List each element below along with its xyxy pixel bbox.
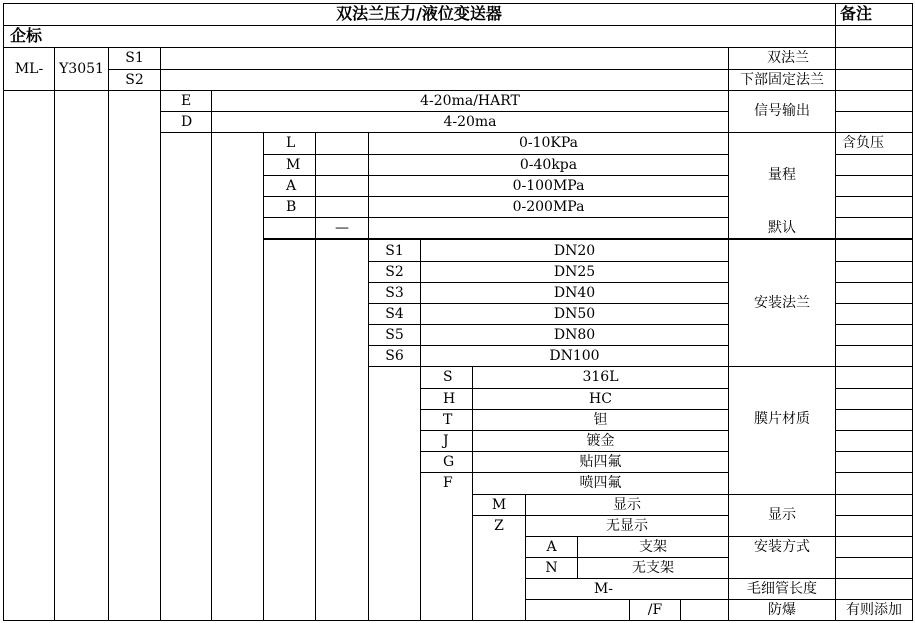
diaphragm-value: 贴四氟 bbox=[579, 453, 622, 470]
diaphragm-value: 316L bbox=[582, 369, 619, 385]
flange-code: S4 bbox=[385, 305, 404, 322]
flange-type-desc: 下部固定法兰 bbox=[740, 71, 824, 88]
mounting-value: 支架 bbox=[639, 538, 667, 555]
display-code: Z bbox=[494, 517, 504, 534]
range-code: L bbox=[286, 135, 296, 151]
diaphragm-code: H bbox=[443, 390, 456, 407]
flange-value: DN100 bbox=[549, 347, 600, 364]
diaphragm-code: T bbox=[443, 411, 453, 428]
grid-line bbox=[835, 196, 913, 197]
display-code: M bbox=[491, 496, 507, 513]
explosion-remark: 有则添加 bbox=[846, 601, 902, 618]
flange-code: S2 bbox=[385, 263, 404, 280]
grid-line bbox=[835, 409, 913, 410]
range-code: B bbox=[286, 198, 297, 215]
series-prefix: ML- bbox=[14, 60, 44, 77]
diaphragm-value: 镀金 bbox=[586, 432, 615, 449]
flange-value: DN20 bbox=[553, 242, 596, 259]
diaphragm-label: 膜片材质 bbox=[754, 411, 810, 427]
range-value: 0-100MPa bbox=[512, 177, 585, 194]
mounting-code: N bbox=[545, 559, 558, 576]
grid-line bbox=[835, 472, 913, 473]
grid-line bbox=[211, 90, 212, 621]
flange-code: S5 bbox=[385, 326, 404, 343]
grid-line bbox=[835, 154, 913, 155]
explosion-label: 防爆 bbox=[768, 601, 796, 618]
flange-code: S1 bbox=[385, 242, 404, 259]
flange-type-desc: 双法兰 bbox=[767, 50, 809, 66]
grid-line bbox=[54, 47, 55, 621]
flange-label: 安装法兰 bbox=[754, 295, 810, 311]
model-code: Y3051 bbox=[59, 60, 104, 77]
grid-line bbox=[835, 3, 836, 621]
diaphragm-code: F bbox=[443, 475, 453, 491]
flange-type-code: S1 bbox=[125, 50, 144, 66]
range-default-code: — bbox=[335, 219, 349, 236]
table-title: 双法兰压力/液位变送器 bbox=[336, 4, 502, 23]
display-label: 显示 bbox=[768, 507, 796, 523]
diaphragm-value: 钽 bbox=[593, 411, 608, 428]
flange-value: DN25 bbox=[553, 263, 596, 280]
signal-value: 4-20ma bbox=[443, 113, 497, 130]
range-remark: 含负压 bbox=[842, 135, 884, 151]
grid-line bbox=[835, 175, 913, 176]
grid-line bbox=[835, 324, 913, 325]
flange-type-code: S2 bbox=[125, 71, 144, 88]
signal-code: D bbox=[181, 113, 193, 130]
signal-value: 4-20ma/HART bbox=[420, 92, 520, 109]
display-value: 无显示 bbox=[606, 517, 648, 534]
diaphragm-code: J bbox=[443, 432, 449, 449]
flange-code: S3 bbox=[385, 284, 404, 301]
grid-line bbox=[835, 515, 913, 516]
mounting-label: 安装方式 bbox=[754, 538, 810, 555]
range-value: 0-200MPa bbox=[512, 198, 585, 215]
grid-line bbox=[835, 111, 913, 112]
remark-header: 备注 bbox=[840, 4, 873, 23]
signal-label: 信号输出 bbox=[754, 103, 810, 119]
grid-line bbox=[912, 3, 913, 621]
range-value: 0-40kpa bbox=[519, 156, 578, 173]
grid-line bbox=[108, 47, 109, 621]
range-default-label: 默认 bbox=[768, 219, 796, 236]
grid-line bbox=[3, 3, 4, 621]
grid-line bbox=[3, 620, 913, 621]
capillary-code: M- bbox=[593, 580, 614, 597]
grid-line bbox=[315, 132, 316, 621]
grid-line bbox=[680, 599, 681, 621]
range-code: A bbox=[286, 177, 297, 194]
grid-line bbox=[835, 303, 913, 304]
grid-line bbox=[835, 261, 913, 262]
flange-value: DN50 bbox=[553, 305, 596, 322]
explosion-code: /F bbox=[647, 601, 663, 618]
diaphragm-value: 喷四氟 bbox=[579, 475, 622, 491]
enterprise-standard-label: 企标 bbox=[10, 26, 43, 45]
diaphragm-code: S bbox=[443, 369, 453, 385]
capillary-label: 毛细管长度 bbox=[747, 580, 817, 597]
range-label: 量程 bbox=[768, 166, 796, 183]
display-value: 显示 bbox=[613, 496, 641, 513]
grid-line bbox=[160, 47, 161, 621]
mounting-value: 无支架 bbox=[632, 559, 674, 576]
signal-code: E bbox=[181, 92, 192, 109]
grid-line bbox=[835, 345, 913, 346]
mounting-code: A bbox=[546, 538, 557, 555]
diaphragm-value: HC bbox=[589, 390, 612, 407]
flange-value: DN80 bbox=[553, 326, 596, 343]
grid-line bbox=[835, 388, 913, 389]
grid-line bbox=[3, 25, 913, 26]
grid-line bbox=[835, 430, 913, 431]
grid-line bbox=[835, 451, 913, 452]
grid-line bbox=[835, 282, 913, 283]
grid-line bbox=[835, 557, 913, 558]
grid-line bbox=[835, 217, 913, 218]
range-code: M bbox=[286, 156, 301, 173]
flange-code: S6 bbox=[385, 347, 404, 364]
range-value: 0-10KPa bbox=[518, 135, 579, 151]
diaphragm-code: G bbox=[443, 453, 455, 470]
flange-value: DN40 bbox=[553, 284, 596, 301]
